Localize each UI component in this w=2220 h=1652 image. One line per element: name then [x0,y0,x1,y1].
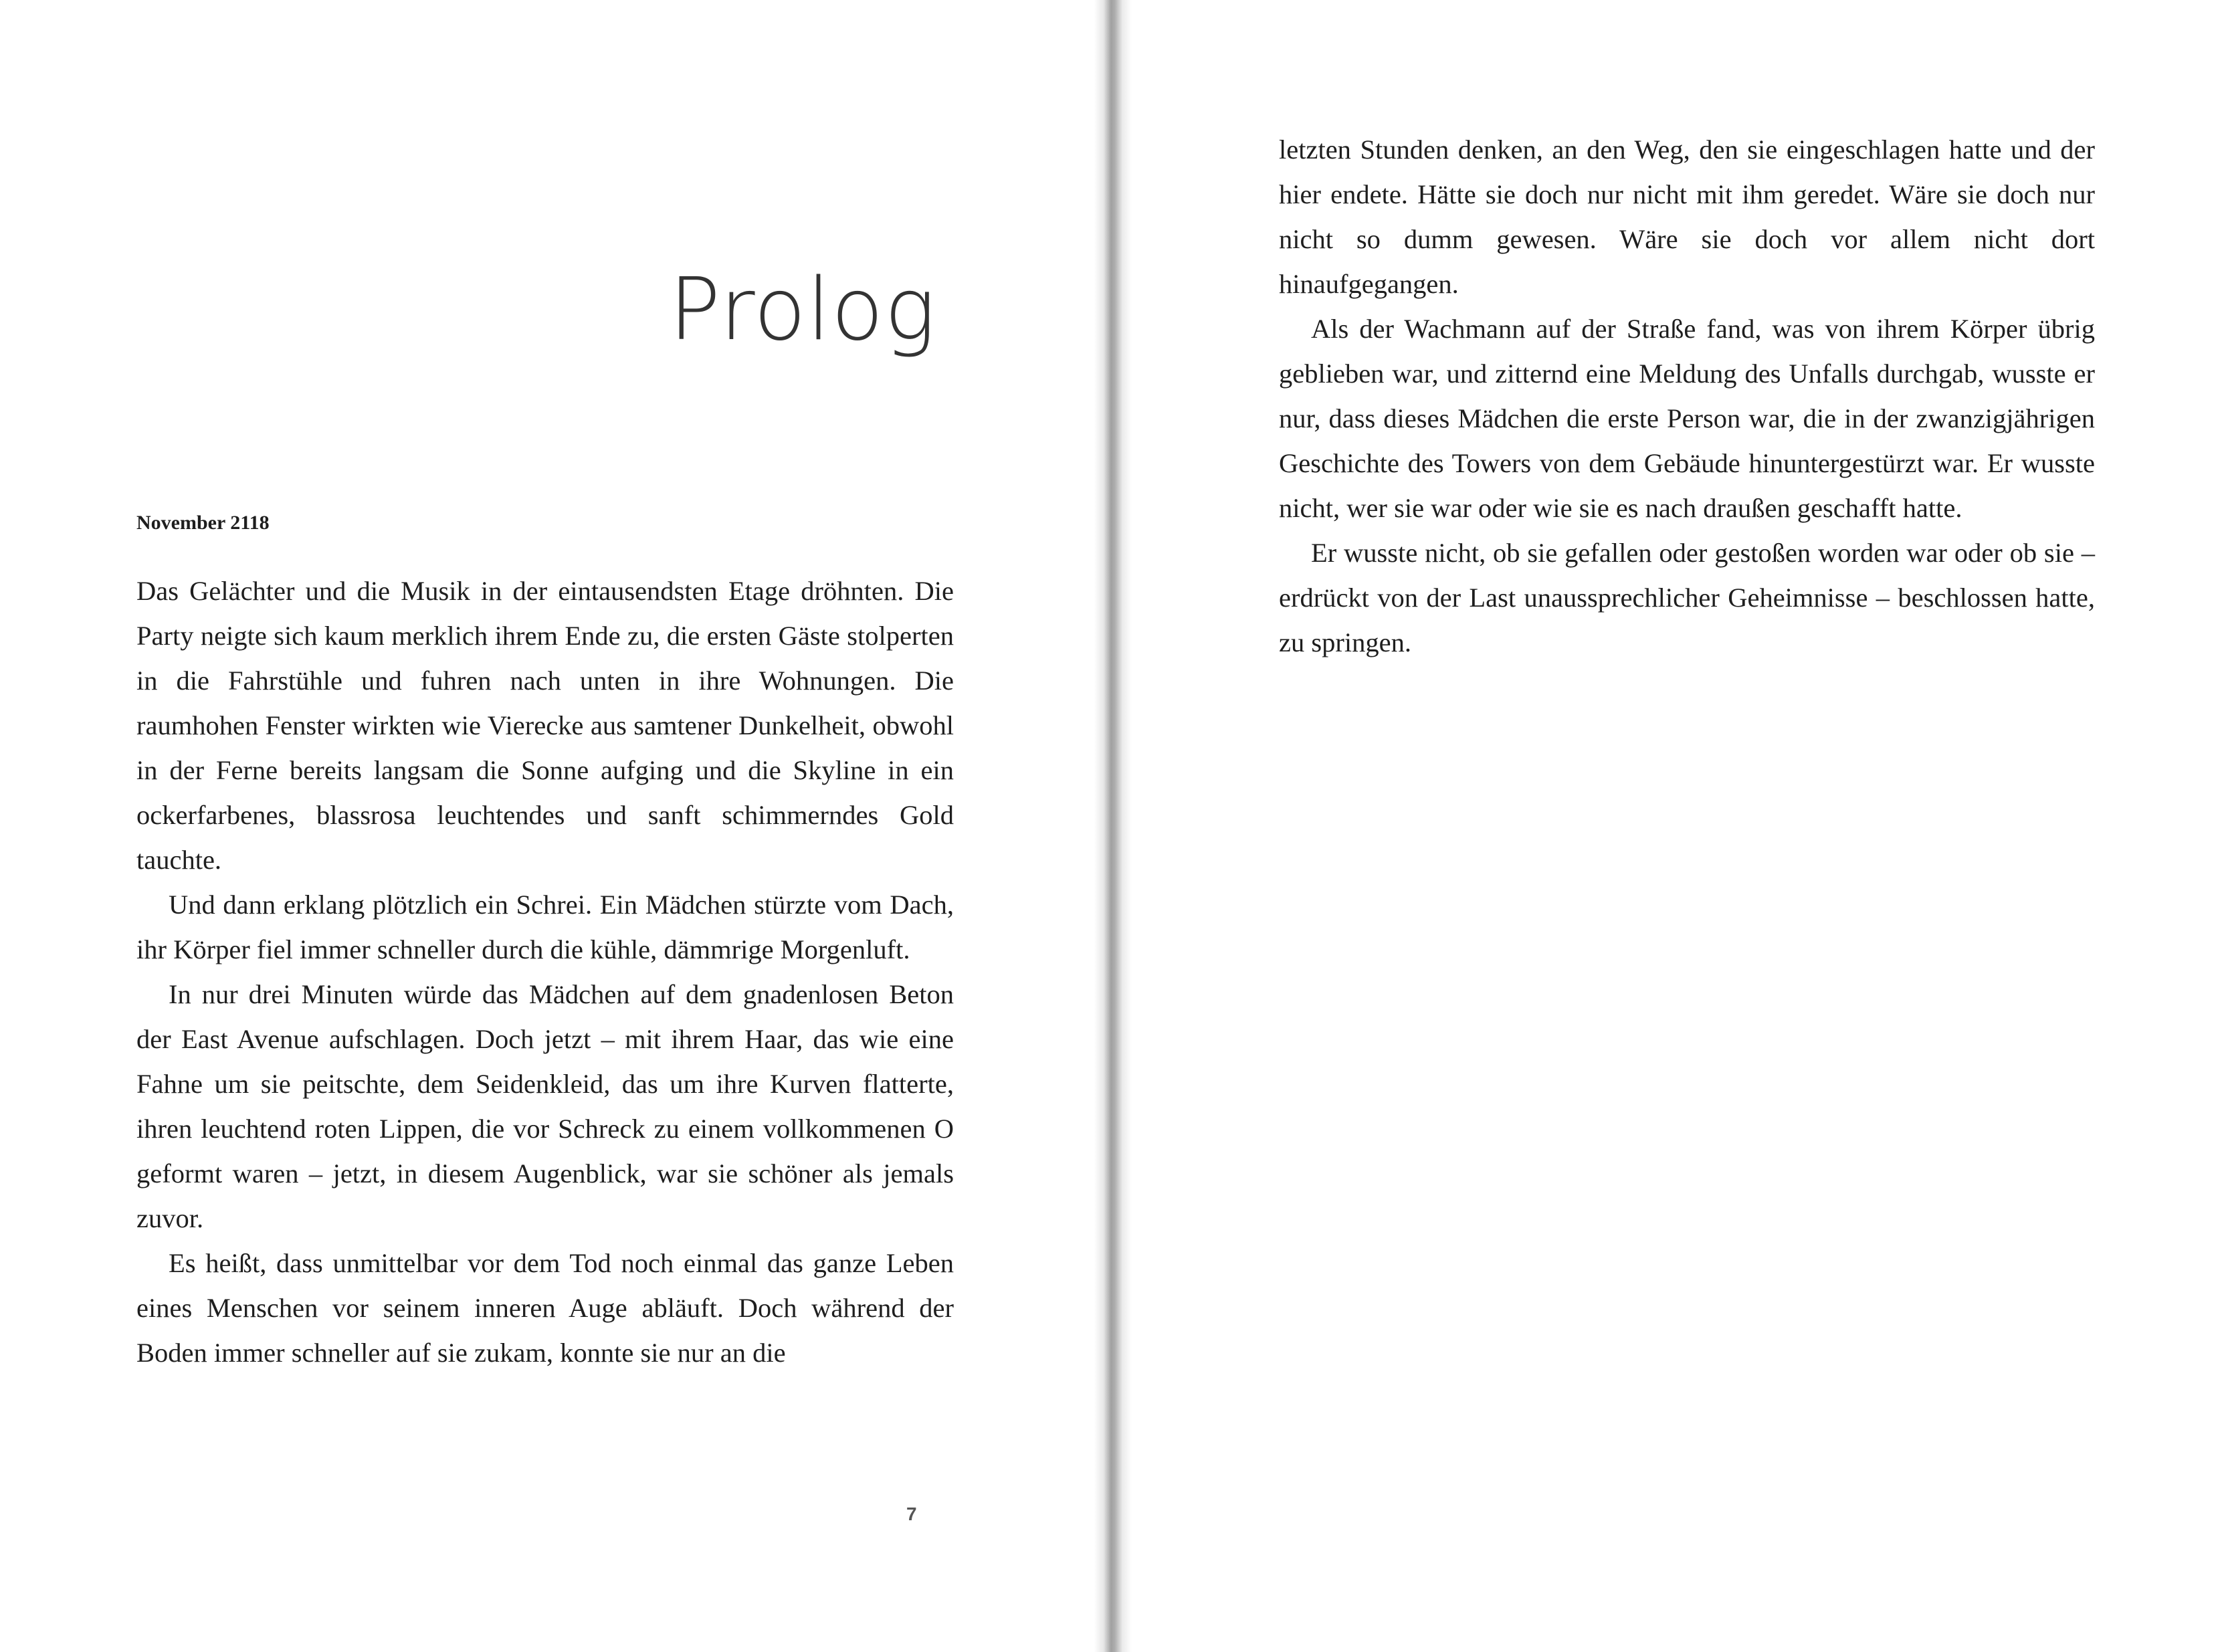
paragraph: In nur drei Minuten würde das Mädchen auf dem gnadenlosen Beton der East Avenue aufschlagen. Doch jetzt – mit ihrem Haar, das wie eine Fahne um sie peitschte, dem Seidenkleid, das um ihre Kurven flatterte, ihren leuchtend roten Lippen, die vor Schreck zu einem vollkommenen O geformt waren – jetzt, in diesem Augenblick, war sie schöner als jemals zuvor. [136,979,954,1233]
paragraph: Als der Wachmann auf der Straße fand, was von ihrem Körper übrig geblieben war, und zitternd eine Meldung des Unfalls durchgab, wusste er nur, dass dieses Mädchen die erste Person war, die in der zwanzigjährigen Geschichte des Towers von dem Gebäude hinuntergestürzt war. Er wusste nicht, wer sie war oder wie sie es nach draußen geschafft hatte. [1279,314,2095,523]
paragraph: letzten Stunden denken, an den Weg, den sie eingeschlagen hatte und der hier endete. Hätte sie doch nur nicht mit ihm geredet. Wäre sie doch nur nicht so dumm gewesen. Wäre sie doch vor allem nicht dort hinaufgegangen. [1279,134,2095,299]
paragraph: Er wusste nicht, ob sie gefallen oder gestoßen worden war oder ob sie – erdrückt von der Last unaussprechlicher Geheimnisse – beschlossen hatte, zu springen. [1279,538,2095,657]
paragraph: Und dann erklang plötzlich ein Schrei. Ein Mädchen stürzte vom Dach, ihr Körper fiel immer schneller durch die kühle, dämmrige Morgenluft. [136,890,954,964]
paragraph: Das Gelächter und die Musik in der eintausendsten Etage dröhnten. Die Party neigte sich kaum merklich ihrem Ende zu, die ersten Gäste stolperten in die Fahrstühle und fuhren nach unten in ihre Wohnungen. Die raumhohen Fenster wirkten wie Vierecke aus samtener Dunkelheit, obwohl in der Ferne bereits langsam die Sonne aufging und die Skyline in ein ockerfarbenes, blassrosa leuchtendes und sanft schimmerndes Gold tauchte. [136,576,954,875]
paragraph: Es heißt, dass unmittelbar vor dem Tod noch einmal das ganze Leben eines Menschen vor seinem inneren Auge abläuft. Doch während der Boden immer schneller auf sie zukam, konnte sie nur an die [136,1248,954,1368]
chapter-date: November 2118 [136,512,270,534]
chapter-title: Prolog [669,260,936,360]
left-page-body [136,569,954,1375]
right-page-body [1279,127,2095,665]
page-number: 7 [906,1504,917,1524]
